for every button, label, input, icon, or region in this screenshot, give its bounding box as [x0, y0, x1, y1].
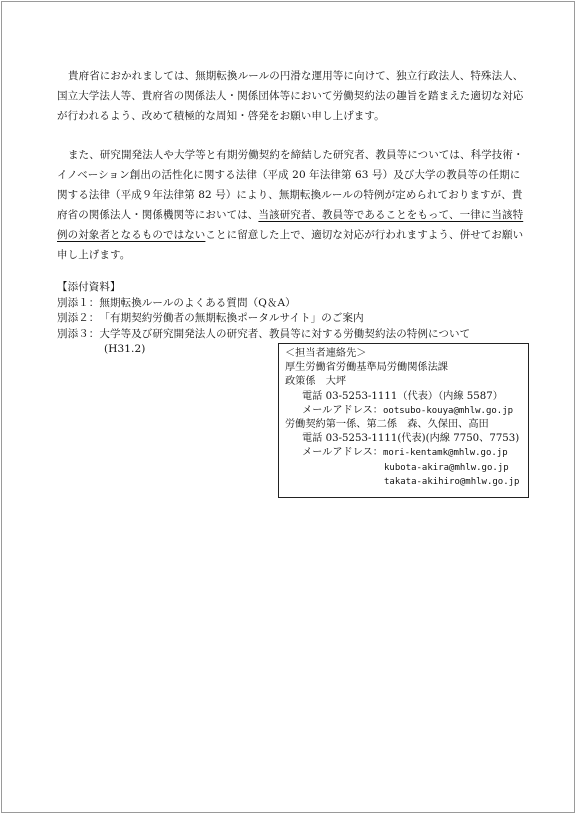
contact-section-2: 労働契約第一係、第二係 森、久保田、高田 [285, 419, 489, 431]
attachment-label: 別添３： [57, 327, 100, 340]
paragraph-2-underlined: 当該研究者、教員等であることをもって、一律に当該特例の対象者となるものではない [57, 209, 524, 241]
contact-phone-2: 電話 03-5253-1111(代表)(内線 7750、7753) [302, 433, 520, 445]
attachment-item [57, 296, 527, 312]
attachment-item [57, 311, 527, 327]
contact-email-2-row [285, 446, 528, 460]
contact-email-1-row [285, 404, 528, 418]
attachments-header: 【添付資料】 [57, 281, 121, 293]
contact-email-2c-row [285, 475, 528, 489]
email-label: メールアドレス： [302, 404, 383, 416]
contact-box [278, 343, 529, 498]
paragraph-2-text-b: ことに留意した上で、適切な対応が行われますよう、併せてお願い申し上げます。 [57, 229, 524, 261]
email-link[interactable]: kubota-akira@mhlw.go.jp [384, 462, 509, 473]
paragraph-1: 貴府省におかれましては、無期転換ルールの円滑な運用等に向けて、独立行政法人、特殊法人、国立大学法人等、貴府省の関係法人・関係団体等において労働契約法の趣旨を踏まえた適切な対応が行われるよう、改めて積極的な周知・啓発をお願い申し上げます。 [57, 70, 524, 122]
contact-org: 厚生労働省労働基準局労働関係法課 [285, 362, 448, 374]
paragraph-2 [57, 145, 527, 265]
email-link[interactable]: ootsubo-kouya@mhlw.go.jp [383, 405, 514, 416]
attachment-text: 「有期契約労働者の無期転換ポータルサイト」のご案内 [99, 312, 364, 324]
contact-header: ＜担当者連絡先＞ [285, 348, 367, 359]
email-label: メールアドレス： [302, 447, 383, 459]
contact-phone-1: 電話 03-5253-1111（代表）（内線 5587） [302, 390, 503, 402]
document-body [57, 66, 527, 358]
email-link[interactable]: takata-akihiro@mhlw.go.jp [384, 476, 520, 487]
paragraph-2-text-a: また、研究開発法人や大学等と有期労働契約を締結した研究者、教員等については、科学技術・イノベーション創出の活性化に関する法律（平成 20 年法律第 63 号）及び大学の教員等の任期に関する法律（平成９年法律第 82 号）により、無期転換ルールの特例が定められておりますが、貴府省の関係法人・関係機関等においては、 [57, 149, 524, 221]
contact-email-2b-row [285, 461, 528, 475]
attachment-continuation: (H31.2) [104, 343, 146, 355]
attachment-label: 別添１： [57, 296, 100, 309]
attachment-label: 別添２： [57, 312, 100, 324]
attachment-text: 無期転換ルールのよくある質問（Q＆A） [99, 296, 296, 309]
attachment-item [57, 327, 527, 343]
contact-section-1: 政策係 大坪 [285, 376, 347, 388]
email-link[interactable]: mori-kentamk@mhlw.go.jp [383, 448, 508, 459]
attachment-text: 大学等及び研究開発法人の研究者、教員等に対する労働契約法の特例について [99, 327, 471, 340]
